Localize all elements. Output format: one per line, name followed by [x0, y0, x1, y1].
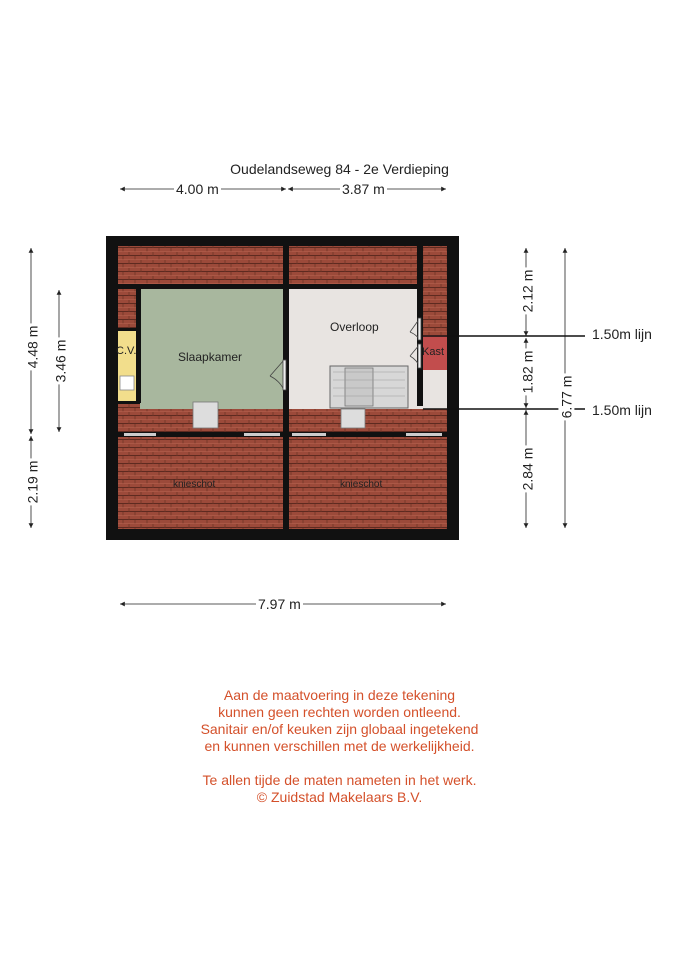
dim-right-bottom: 2.84 m — [519, 447, 536, 491]
dim-top-right: 3.87 m — [342, 181, 385, 197]
wall-landing-top — [288, 284, 422, 289]
dim-right-middle: 1.82 m — [519, 350, 536, 394]
room-slaapkamer: Slaapkamer — [178, 350, 243, 364]
disclaimer-line-6: © Zuidstad Makelaars B.V. — [256, 789, 423, 805]
slaapkamer-room — [140, 288, 285, 409]
room-kast: Kast — [422, 346, 445, 358]
dim-left-inner: 3.46 m — [52, 339, 69, 383]
room-cv: C.V. — [116, 345, 137, 357]
disclaimer-line-5: Te allen tijde de maten nameten in het werk. — [202, 772, 477, 788]
room-knieschot-left: knieschot — [173, 479, 216, 490]
dim-bottom-total: 7.97 m — [258, 596, 301, 612]
bedroom-hatch — [193, 402, 218, 428]
disclaimer — [0, 687, 679, 806]
disclaimer-line-4: en kunnen verschillen met de werkelijkheid. — [204, 738, 475, 754]
dim-left-outer-bottom: 2.19 m — [24, 460, 41, 504]
lijn-lower-label: 1.50m lijn — [592, 402, 652, 418]
wall-cv-bottom — [118, 401, 140, 404]
plan-title: Oudelandseweg 84 - 2e Verdieping — [230, 161, 449, 177]
cv-unit — [120, 376, 134, 390]
wall-bedroom-top — [118, 284, 288, 289]
lijn-upper-label: 1.50m lijn — [592, 326, 652, 342]
wall-cv-top — [118, 328, 140, 331]
disclaimer-line-2: kunnen geen rechten worden ontleend. — [218, 704, 461, 720]
dim-top-left: 4.00 m — [176, 181, 219, 197]
overloop-extension — [420, 370, 447, 409]
room-knieschot-right: knieschot — [340, 479, 383, 490]
disclaimer-line-3: Sanitair en/of keuken zijn globaal ingetekend — [200, 721, 479, 737]
disclaimer-line-1: Aan de maatvoering in deze tekening — [223, 687, 456, 703]
room-overloop: Overloop — [330, 320, 379, 334]
wall-knieschot — [118, 432, 447, 437]
wall-bedroom-left — [136, 288, 141, 403]
dim-right-total: 6.77 m — [558, 375, 575, 419]
dim-right-top: 2.12 m — [519, 269, 536, 313]
dim-left-outer-top: 4.48 m — [24, 325, 41, 369]
